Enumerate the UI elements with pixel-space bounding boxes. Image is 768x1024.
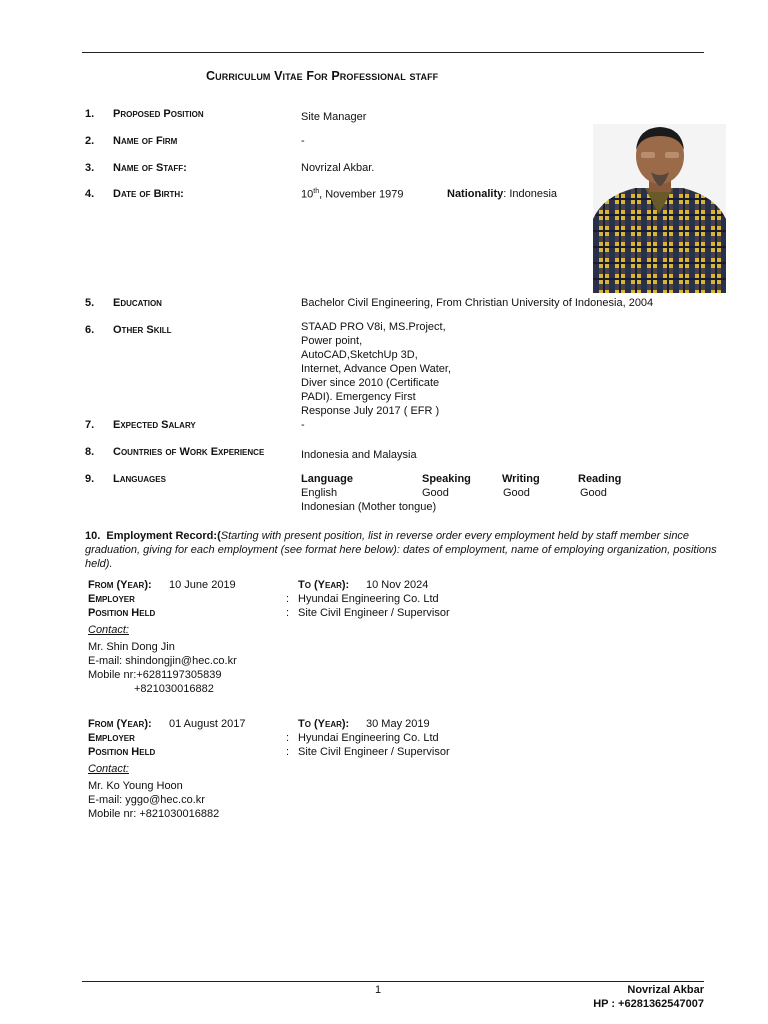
contact-details (88, 640, 237, 696)
other-skill-label: Other Skill (113, 324, 172, 336)
date-of-birth-label: Date of Birth: (113, 188, 184, 200)
lang-cell: English (301, 487, 338, 499)
footer-rule (82, 981, 704, 982)
name-of-staff-label: Name of Staff: (113, 162, 187, 174)
contact-details (88, 779, 219, 821)
lang-cell: Good (503, 487, 530, 499)
contact-email: E-mail: shindongjin@hec.co.kr (88, 655, 237, 667)
item-number: 6. (85, 324, 95, 336)
proposed-position-value: Site Manager (301, 111, 367, 123)
from-label: From (Year): (88, 718, 152, 730)
position-label: Position Held (88, 746, 156, 758)
expected-salary-label: Expected Salary (113, 419, 196, 431)
skill-line: Power point, (301, 335, 363, 347)
lang-cell: Good (422, 487, 449, 499)
top-rule (82, 52, 704, 53)
dob-suffix: th (313, 188, 320, 195)
other-skill-list (301, 320, 451, 418)
to-label: To (Year): (298, 579, 350, 591)
proposed-position-label: Proposed Position (113, 108, 204, 120)
footer-phone: HP : +6281362547007 (593, 998, 704, 1010)
staff-photo (593, 124, 726, 293)
from-value: 10 June 2019 (169, 579, 236, 591)
from-value: 01 August 2017 (169, 718, 246, 730)
item-number: 8. (85, 446, 95, 458)
name-of-staff-value: Novrizal Akbar. (301, 162, 375, 174)
nationality-value: : Indonesia (503, 188, 558, 200)
education-value: Bachelor Civil Engineering, From Christian University of Indonesia, 2004 (301, 297, 654, 309)
employer-value: Hyundai Engineering Co. Ltd (298, 732, 439, 744)
position-label: Position Held (88, 607, 156, 619)
contact-label: Contact: (88, 624, 129, 636)
colon: : (286, 607, 290, 619)
lang-header-language: Language (301, 473, 353, 485)
name-of-firm-label: Name of Firm (113, 135, 178, 147)
name-of-firm-value: - (301, 135, 305, 147)
lang-header-speaking: Speaking (422, 473, 471, 485)
lang-header-writing: Writing (502, 473, 540, 485)
item-number: 7. (85, 419, 95, 431)
position-value: Site Civil Engineer / Supervisor (298, 607, 450, 619)
employment-record-label: Employment Record: (106, 530, 218, 542)
item-number: 4. (85, 188, 95, 200)
footer-name: Novrizal Akbar (627, 984, 704, 996)
date-of-birth-value (301, 188, 403, 201)
expected-salary-value: - (301, 419, 305, 431)
employment-record-intro (85, 529, 730, 571)
skill-line: STAAD PRO V8i, MS.Project, (301, 321, 446, 333)
lang-header-reading: Reading (578, 473, 622, 485)
contact-mobile: Mobile nr: +821030016882 (88, 808, 220, 820)
colon: : (286, 593, 290, 605)
contact-name: Mr. Shin Dong Jin (88, 641, 175, 653)
document-title: Curriculum Vitae For Professional staff (206, 69, 439, 83)
to-label: To (Year): (298, 718, 350, 730)
employment-record-paren: ( (217, 530, 221, 542)
from-label: From (Year): (88, 579, 152, 591)
dob-day: 10 (301, 188, 314, 201)
page-number: 1 (375, 984, 382, 996)
colon: : (286, 732, 290, 744)
countries-label: Countries of Work Experience (113, 446, 265, 458)
colon: : (286, 746, 290, 758)
to-value: 30 May 2019 (366, 718, 430, 730)
position-value: Site Civil Engineer / Supervisor (298, 746, 450, 758)
employment-record-description: Starting with present position, list in reverse order every employment held by staff member since graduation, giving for each employment (see format here below): dates of employment, name of employing organization, positions held). (85, 530, 717, 570)
item-number: 9. (85, 473, 95, 485)
dob-rest: , November 1979 (319, 188, 404, 201)
contact-mobile-2: +821030016882 (134, 683, 214, 695)
contact-name: Mr. Ko Young Hoon (88, 780, 183, 792)
countries-value: Indonesia and Malaysia (301, 449, 417, 461)
contact-mobile: Mobile nr:+6281197305839 (88, 669, 222, 681)
skill-line: AutoCAD,SketchUp 3D, (301, 349, 418, 361)
nationality (447, 188, 557, 200)
skill-line: Diver since 2010 (Certificate (301, 377, 440, 389)
employer-value: Hyundai Engineering Co. Ltd (298, 593, 439, 605)
item-number: 2. (85, 135, 95, 147)
item-number: 1. (85, 108, 95, 120)
to-value: 10 Nov 2024 (366, 579, 429, 591)
employer-label: Employer (88, 732, 135, 744)
lang-cell: Indonesian (Mother tongue) (301, 501, 437, 513)
contact-email: E-mail: yggo@hec.co.kr (88, 794, 205, 806)
item-number: 5. (85, 297, 95, 309)
skill-line: Internet, Advance Open Water, (301, 363, 452, 375)
education-label: Education (113, 297, 162, 309)
languages-label: Languages (113, 473, 166, 485)
lang-cell: Good (580, 487, 607, 499)
item-number: 3. (85, 162, 95, 174)
skill-line: PADI). Emergency First (301, 391, 416, 403)
contact-label: Contact: (88, 763, 129, 775)
nationality-label: Nationality (447, 188, 504, 200)
item-number: 10. (85, 530, 101, 542)
employer-label: Employer (88, 593, 135, 605)
skill-line: Response July 2017 ( EFR ) (301, 405, 440, 417)
